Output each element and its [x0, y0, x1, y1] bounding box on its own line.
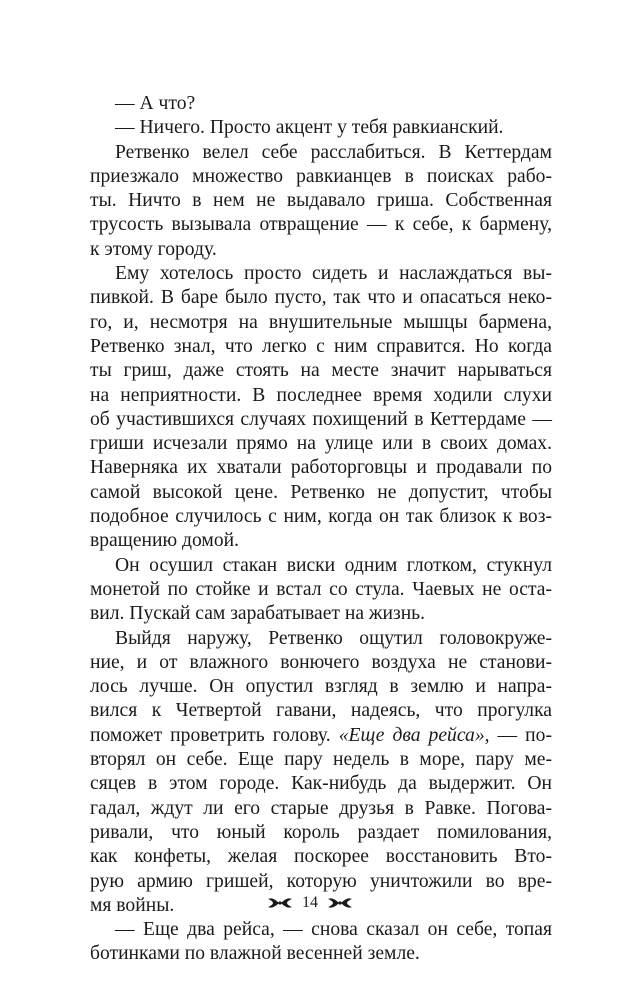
- text-line: гадал, ждут ли его старые друзья в Равке. Погова-: [90, 797, 552, 819]
- book-page-text: [90, 92, 552, 967]
- text-line: пивкой. В баре было пусто, так что и опасаться неко-: [90, 287, 552, 309]
- text-segment: поможет проветрить голову.: [90, 724, 331, 746]
- text-line: — Еще два рейса, — снова сказал он себе, топая: [115, 919, 552, 941]
- text-line: рую армию гришей, которую уничтожили во вре-: [90, 870, 552, 892]
- text-line: вился к Четвертой гавани, надеясь, что прогулка: [90, 700, 552, 722]
- text-line: лось лучше. Он опустил взгляд в землю и напра-: [90, 676, 552, 698]
- text-line: как конфеты, желая поскорее восстановить Вто-: [90, 846, 552, 868]
- text-line: го, и, несмотря на внушительные мышцы бармена,: [90, 311, 552, 333]
- page-number: 14: [302, 894, 318, 912]
- text-line: на неприятности. В последнее время ходили слухи: [90, 384, 552, 406]
- text-line: монетой по стойке и встал со стула. Чаевых не оста-: [90, 578, 552, 600]
- text-line: трусость вызывала отвращение — к себе, к бармену,: [90, 214, 552, 236]
- text-line: Ретвенко знал, что легко с ним справится. Но когда: [90, 335, 552, 357]
- text-line: — А что?: [115, 93, 196, 114]
- text-line: ты. Ничто в нем не выдавало гриша. Собственная: [90, 190, 552, 212]
- quoted-phrase: «Еще два рейса»: [338, 724, 485, 746]
- text-line: ты гриш, даже стоять на месте значит нарываться: [90, 360, 552, 382]
- text-line: ривали, что юный король раздает помилования,: [90, 821, 552, 843]
- text-line: вращению домой.: [90, 530, 240, 552]
- text-line: подобное случилось с ним, когда он так близок к воз-: [90, 506, 552, 528]
- text-line: самой высокой цене. Ретвенко не допустит, чтобы: [90, 481, 552, 503]
- ornament-right-icon: [326, 896, 354, 910]
- text-line: Он осушил стакан виски одним глотком, стукнул: [115, 554, 552, 576]
- text-line: Ретвенко велел себе расслабиться. В Кеттердам: [115, 141, 552, 163]
- text-line: гриши исчезали прямо на улице или в своих домах.: [90, 433, 552, 455]
- text-line: ние, и от влажного вонючего воздуха не станови-: [90, 651, 552, 673]
- text-segment: , — по-: [484, 724, 552, 746]
- text-line: об участившихся случаях похищений в Кеттердаме —: [90, 408, 552, 430]
- text-line: — Ничего. Просто акцент у тебя равкианский.: [115, 117, 504, 139]
- text-line: сяцев в этом городе. Как-нибудь да выдержит. Он: [90, 773, 552, 795]
- text-line: ботинками по влажной весенней земле.: [90, 943, 420, 965]
- ornament-left-icon: [266, 896, 294, 910]
- text-line: приезжало множество равкианцев в поисках рабо-: [90, 165, 552, 187]
- text-line: вил. Пускай сам зарабатывает на жизнь.: [90, 603, 426, 625]
- text-line: Наверняка их хватали работорговцы и продавали по: [90, 457, 552, 479]
- text-line: мя войны.: [90, 894, 175, 916]
- text-line: вторял он себе. Еще пару недель в море, пару ме-: [90, 749, 552, 771]
- page-footer: [0, 893, 620, 913]
- text-line: Выйдя наружу, Ретвенко ощутил головокруже-: [115, 627, 552, 649]
- text-line: к этому городу.: [90, 238, 217, 260]
- text-line: Ему хотелось просто сидеть и наслаждаться вы-: [115, 263, 552, 285]
- text-line: [90, 724, 552, 748]
